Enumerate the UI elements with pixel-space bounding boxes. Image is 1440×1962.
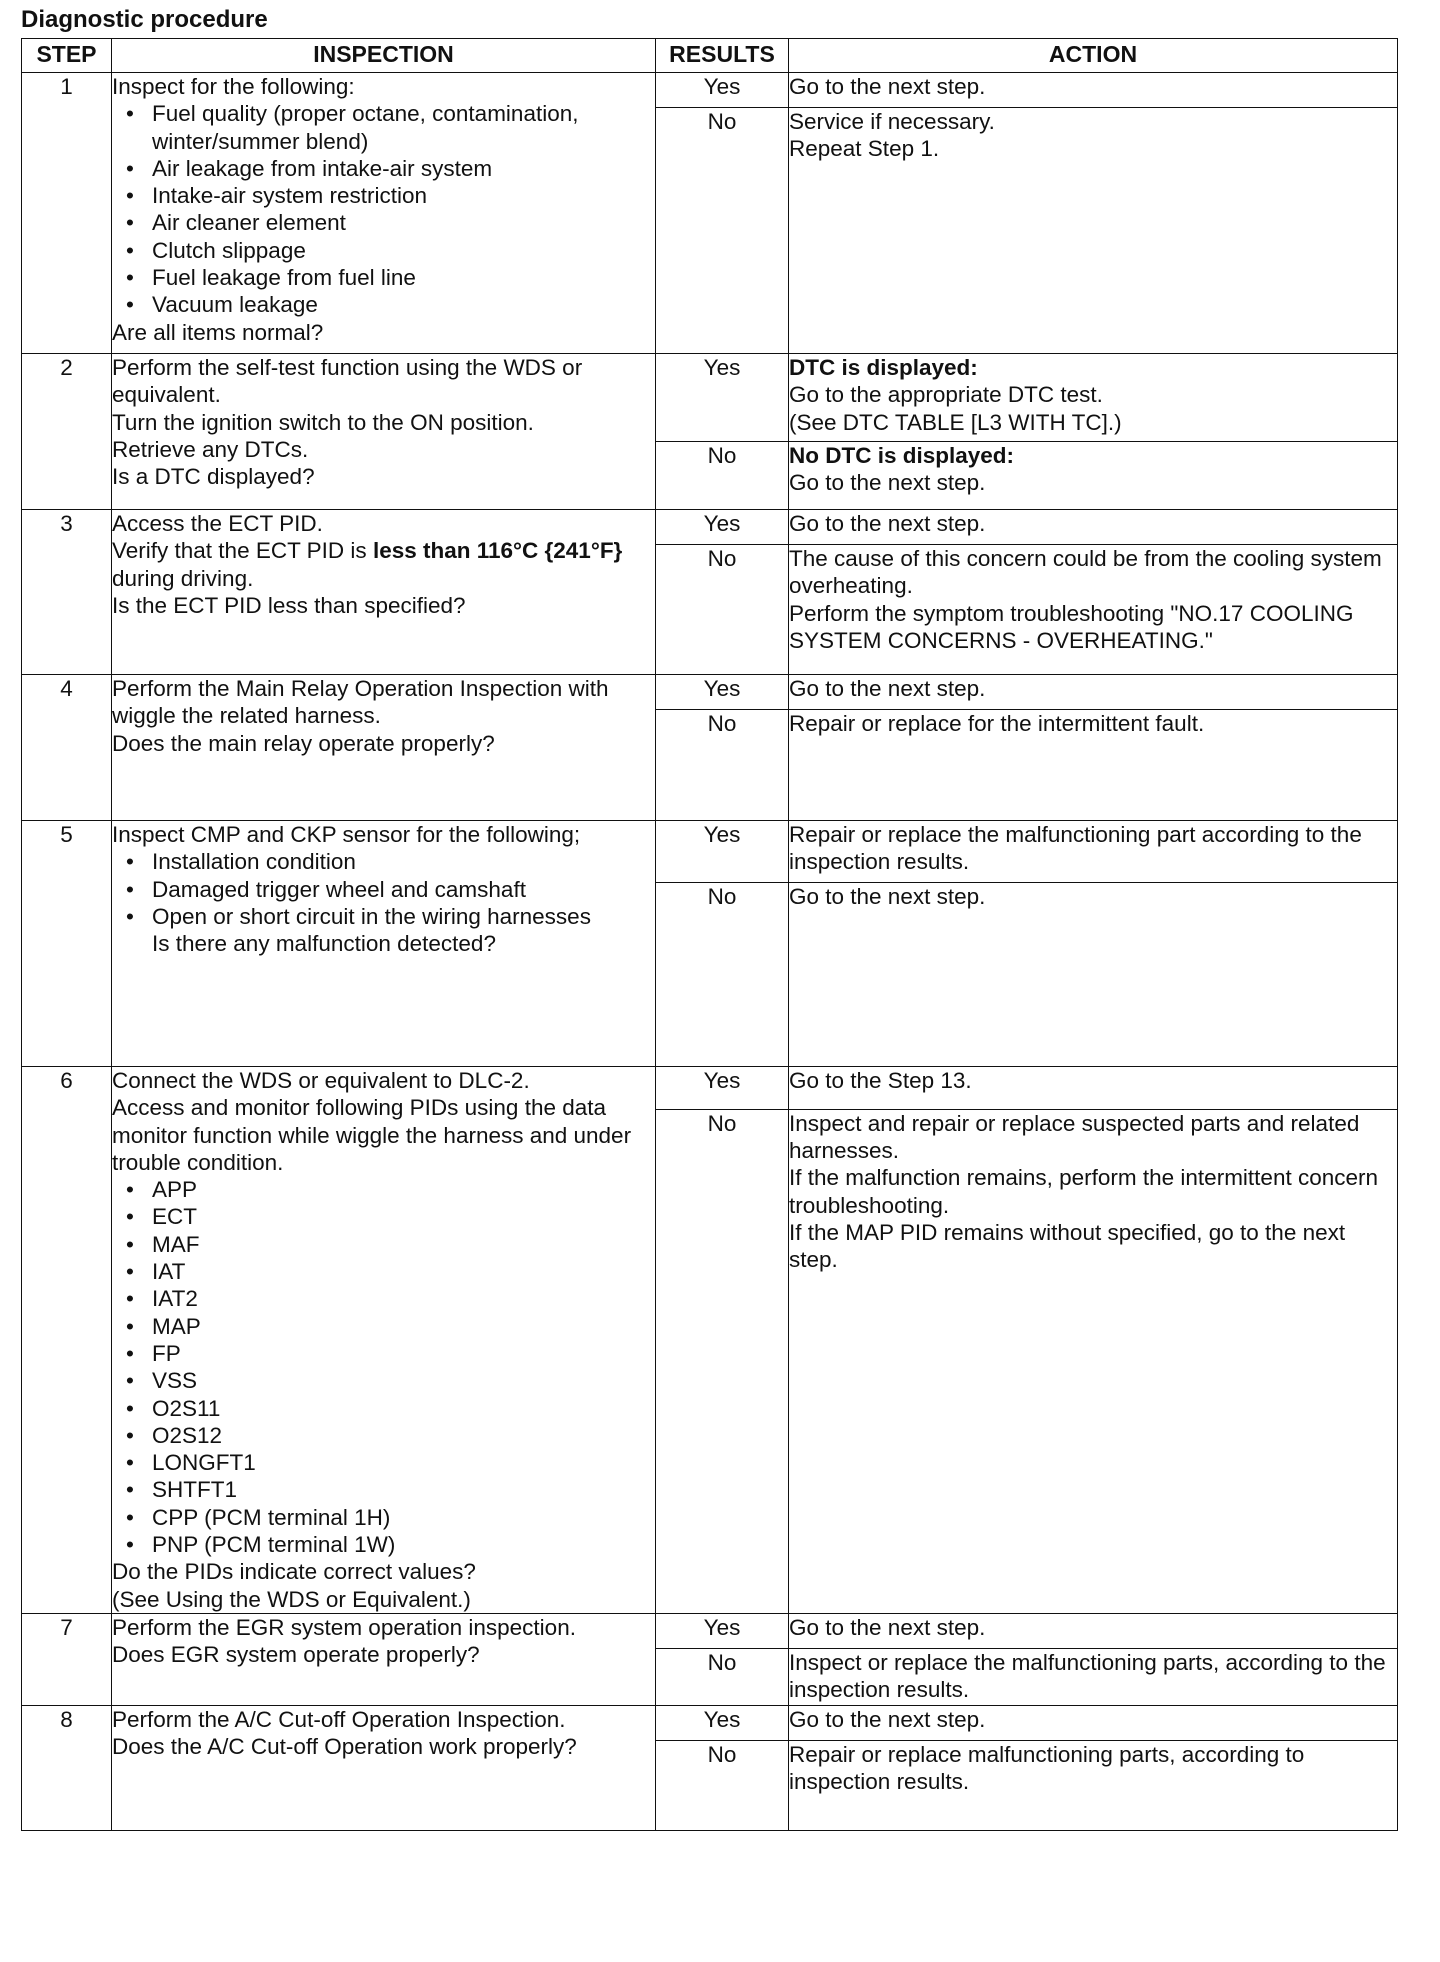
text-line: Does the main relay operate properly?: [112, 730, 495, 756]
header-row: [22, 39, 1398, 73]
header-inspection: INSPECTION: [112, 39, 656, 73]
bold-text: less than 116°C {241°F}: [372, 538, 623, 564]
text-line: The cause of this concern could be from the cooling system overheating.: [789, 546, 1382, 599]
bullet-item: • FP: [112, 1340, 655, 1367]
inspection-cell: [112, 675, 656, 821]
text-line: Retrieve any DTCs.: [112, 436, 309, 462]
bullet-item: • ECT: [112, 1203, 655, 1230]
bullet-item: • MAP: [112, 1313, 655, 1340]
step-row: [22, 821, 1398, 883]
text-line: Inspect and repair or replace suspected parts and related harnesses.: [789, 1110, 1360, 1164]
bullet-item: • Air cleaner element: [112, 209, 655, 236]
result-yes: Yes: [656, 675, 789, 710]
header-results: RESULTS: [656, 39, 789, 73]
text-line: Does the A/C Cut-off Operation work properly?: [112, 1734, 577, 1760]
action-yes: [789, 73, 1398, 108]
action-no: [789, 1648, 1398, 1705]
bullet-item: • CPP (PCM terminal 1H): [112, 1504, 655, 1531]
text-line: Access the ECT PID.: [112, 511, 323, 536]
result-no: No: [656, 1740, 789, 1830]
text-line: Go to the next step.: [789, 74, 986, 99]
step-number: 3: [22, 510, 112, 675]
text-line: Go to the next step.: [789, 470, 986, 496]
text-line: Is the ECT PID less than specified?: [112, 592, 466, 618]
action-no: [789, 710, 1398, 821]
text-line: Inspect or replace the malfunctioning parts, according to the inspection results.: [789, 1649, 1386, 1703]
text-line: Repair or replace for the intermittent fault.: [789, 711, 1205, 736]
text-line: If the malfunction remains, perform the intermittent concern troubleshooting.: [789, 1165, 1379, 1218]
result-no: No: [656, 108, 789, 354]
result-yes: Yes: [656, 510, 789, 545]
result-yes: Yes: [656, 1705, 789, 1740]
action-no: [789, 1109, 1398, 1613]
text-line: Inspect for the following:: [112, 74, 355, 99]
inspection-cell: [112, 1067, 656, 1614]
text-line: Perform the Main Relay Operation Inspection with wiggle the related harness.: [112, 676, 609, 729]
text-line: Go to the next step.: [789, 884, 986, 909]
text-line: Is there any malfunction detected?: [152, 931, 496, 957]
bullet-item: • O2S11: [112, 1395, 655, 1422]
text-line: Is a DTC displayed?: [112, 464, 315, 490]
result-no: No: [656, 1648, 789, 1705]
action-yes: [789, 1613, 1398, 1648]
header-step: STEP: [22, 39, 112, 73]
bullet-item: • Vacuum leakage: [112, 291, 655, 318]
text-line: Do the PIDs indicate correct values?: [112, 1559, 476, 1585]
action-no: [789, 442, 1398, 510]
action-yes: [789, 675, 1398, 710]
text-line: Repeat Step 1.: [789, 136, 940, 162]
text-line: Go to the next step.: [789, 1614, 986, 1640]
step-row: [22, 73, 1398, 108]
text-line: Go to the next step.: [789, 511, 986, 536]
step-number: 1: [22, 73, 112, 354]
text-line: Turn the ignition switch to the ON position.: [112, 409, 534, 435]
bullet-item: • APP: [112, 1176, 655, 1203]
text-line: If the MAP PID remains without specified, go to the next step.: [789, 1219, 1346, 1273]
bullet-item: • Fuel leakage from fuel line: [112, 264, 655, 291]
header-action: ACTION: [789, 39, 1398, 73]
step-number: 7: [22, 1613, 112, 1705]
step-number: 8: [22, 1705, 112, 1830]
bullet-item: • Installation condition: [112, 848, 655, 875]
result-no: No: [656, 442, 789, 510]
action-no: [789, 545, 1398, 675]
action-yes: [789, 1067, 1398, 1110]
bullet-item: • MAF: [112, 1231, 655, 1258]
bullet-item: • SHTFT1: [112, 1476, 655, 1503]
action-yes: [789, 510, 1398, 545]
text-line: No DTC is displayed:: [789, 443, 1015, 468]
result-yes: Yes: [656, 1067, 789, 1110]
action-no: [789, 883, 1398, 1067]
step-row: [22, 1705, 1398, 1740]
step-row: [22, 675, 1398, 710]
text-line: Perform the A/C Cut-off Operation Inspection.: [112, 1706, 566, 1732]
bullet-item: • Damaged trigger wheel and camshaft: [112, 876, 655, 903]
result-yes: Yes: [656, 354, 789, 442]
step-number: 4: [22, 675, 112, 821]
text-line: Service if necessary.: [789, 109, 995, 134]
bullet-item: • Clutch slippage: [112, 237, 655, 264]
page-title: Diagnostic procedure: [21, 6, 268, 33]
action-yes: [789, 1705, 1398, 1740]
action-yes: [789, 354, 1398, 442]
bullet-item: • LONGFT1: [112, 1449, 655, 1476]
text-line: Perform the self-test function using the WDS or equivalent.: [112, 355, 583, 408]
text-line: Access and monitor following PIDs using the data monitor function while wiggle the harness and under trouble condition.: [112, 1095, 632, 1175]
bullet-item: • IAT: [112, 1258, 655, 1285]
result-no: No: [656, 710, 789, 821]
bullet-item: • VSS: [112, 1367, 655, 1394]
bullet-item: • Open or short circuit in the wiring harnesses: [112, 903, 655, 930]
step-number: 2: [22, 354, 112, 510]
result-no: No: [656, 1109, 789, 1613]
text-line: Go to the appropriate DTC test.: [789, 382, 1103, 408]
text-line: Go to the next step.: [789, 676, 986, 701]
text-line: Repair or replace malfunctioning parts, according to inspection results.: [789, 1741, 1305, 1795]
bullet-item: • Intake-air system restriction: [112, 182, 655, 209]
step-row: [22, 354, 1398, 442]
text-segment: Verify that the ECT PID is: [112, 538, 373, 564]
step-row: [22, 1067, 1398, 1110]
step-number: 6: [22, 1067, 112, 1614]
text-segment: during driving.: [112, 565, 254, 591]
text-line: DTC is displayed:: [789, 355, 978, 380]
inspection-cell: [112, 1613, 656, 1705]
result-no: No: [656, 545, 789, 675]
inspection-cell: [112, 1705, 656, 1830]
text-line: Go to the next step.: [789, 1706, 986, 1732]
result-yes: Yes: [656, 1613, 789, 1648]
bullet-item: • O2S12: [112, 1422, 655, 1449]
text-line: Perform the EGR system operation inspection.: [112, 1614, 576, 1640]
bullet-item: • Air leakage from intake-air system: [112, 155, 655, 182]
result-yes: Yes: [656, 821, 789, 883]
action-yes: [789, 821, 1398, 883]
text-line: Repair or replace the malfunctioning part according to the inspection results.: [789, 822, 1362, 875]
inspection-cell: [112, 73, 656, 354]
diagnostic-table: [21, 38, 1398, 1831]
step-row: [22, 510, 1398, 545]
inspection-cell: [112, 354, 656, 510]
result-yes: Yes: [656, 73, 789, 108]
text-line: Does EGR system operate properly?: [112, 1642, 480, 1668]
step-row: [22, 1613, 1398, 1648]
bullet-item: • PNP (PCM terminal 1W): [112, 1531, 655, 1558]
inspection-cell: [112, 510, 656, 675]
text-line: [112, 537, 655, 592]
action-no: [789, 108, 1398, 354]
text-line: (See Using the WDS or Equivalent.): [112, 1586, 471, 1612]
text-line: Perform the symptom troubleshooting "NO.17 COOLING SYSTEM CONCERNS - OVERHEATING.": [789, 600, 1354, 653]
text-line: Are all items normal?: [112, 319, 324, 345]
bullet-item: • Fuel quality (proper octane, contamination, winter/summer blend): [112, 100, 655, 155]
text-line: Inspect CMP and CKP sensor for the following;: [112, 822, 581, 847]
action-no: [789, 1740, 1398, 1830]
step-number: 5: [22, 821, 112, 1067]
bullet-item: • IAT2: [112, 1285, 655, 1312]
text-line: Connect the WDS or equivalent to DLC-2.: [112, 1068, 530, 1093]
result-no: No: [656, 883, 789, 1067]
text-line: Go to the Step 13.: [789, 1068, 972, 1093]
inspection-cell: [112, 821, 656, 1067]
text-line: (See DTC TABLE [L3 WITH TC].): [789, 409, 1122, 435]
